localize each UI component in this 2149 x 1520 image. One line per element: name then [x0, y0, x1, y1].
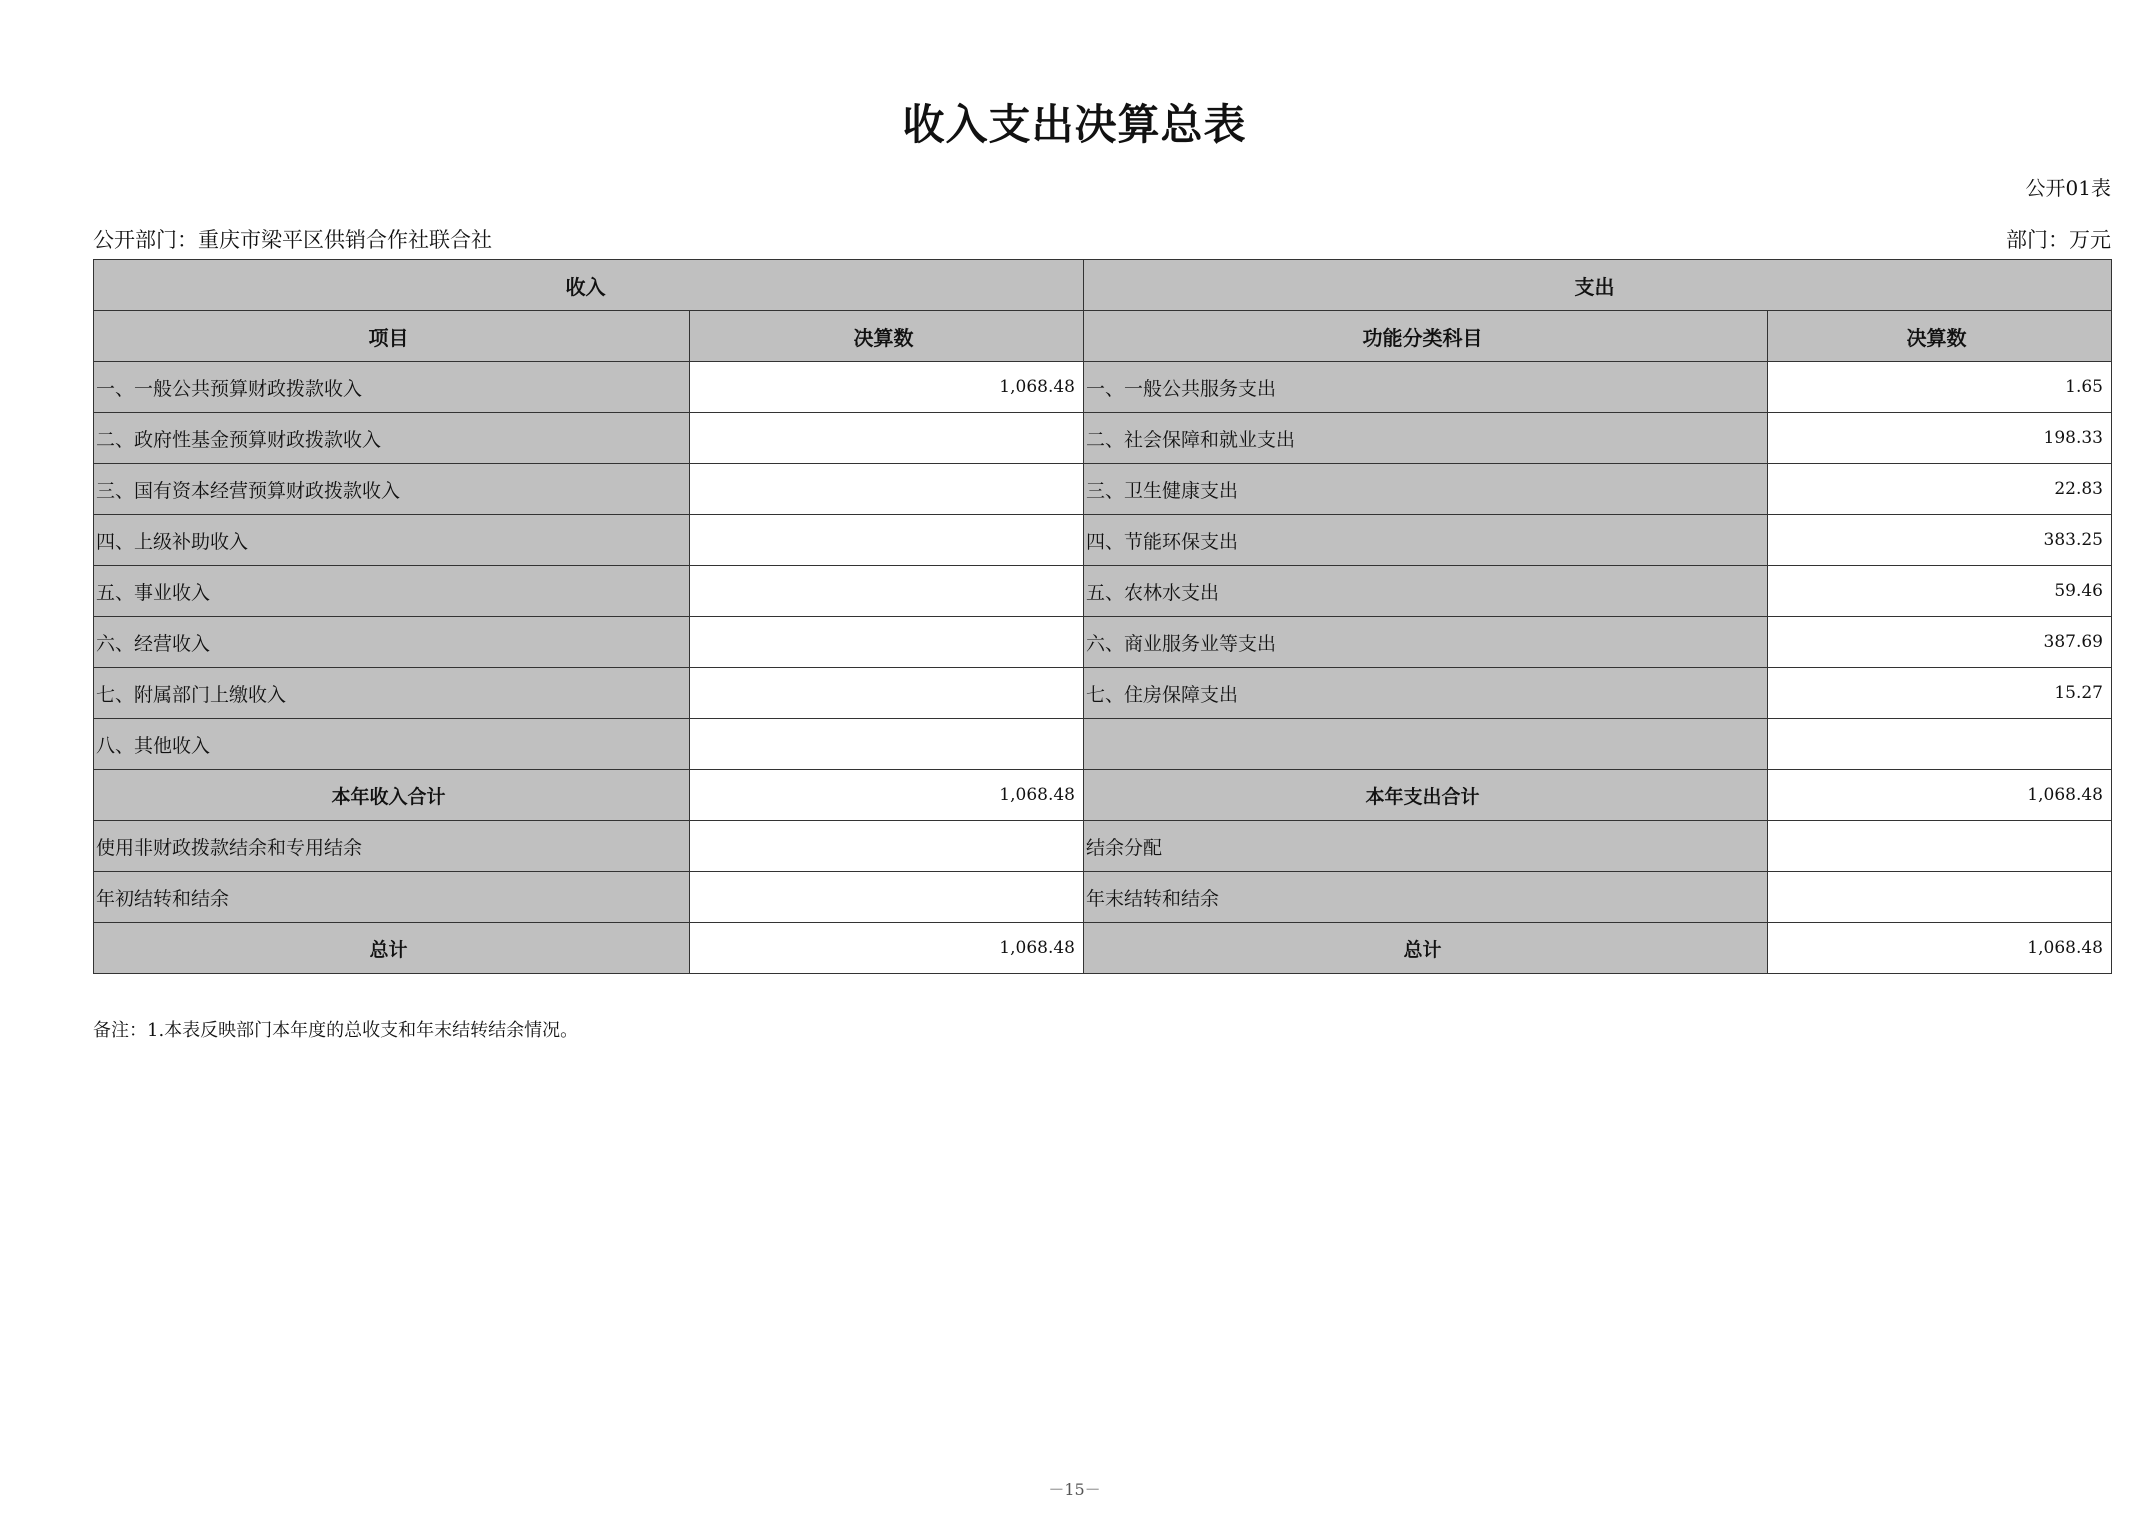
expense-value: 198.33	[1768, 413, 2112, 464]
income-item: 七、附属部门上缴收入	[94, 668, 690, 719]
income-value	[690, 617, 1084, 668]
table-number: 公开01表	[2025, 176, 2111, 200]
income-total-label: 总计	[94, 923, 690, 974]
income-value	[690, 515, 1084, 566]
table-row	[94, 668, 2112, 719]
expense-total-value: 1,068.48	[1768, 923, 2112, 974]
income-value	[690, 413, 1084, 464]
expense-value	[1768, 872, 2112, 923]
income-amount-header: 决算数	[690, 311, 1084, 362]
income-item: 三、国有资本经营预算财政拨款收入	[94, 464, 690, 515]
expense-subtotal-value: 1,068.48	[1768, 770, 2112, 821]
income-header: 收入	[94, 260, 1084, 311]
unit-label: 部门：万元	[2006, 228, 2111, 252]
subtotal-row	[94, 770, 2112, 821]
income-subtotal-label: 本年收入合计	[94, 770, 690, 821]
expense-item: 三、卫生健康支出	[1084, 464, 1768, 515]
expense-value: 59.46	[1768, 566, 2112, 617]
table-row	[94, 413, 2112, 464]
expense-value	[1768, 719, 2112, 770]
expense-item: 一、一般公共服务支出	[1084, 362, 1768, 413]
expense-value: 1.65	[1768, 362, 2112, 413]
expense-item: 结余分配	[1084, 821, 1768, 872]
expense-amount-header: 决算数	[1768, 311, 2112, 362]
page-number: －15－	[1048, 1480, 1101, 1499]
income-value	[690, 668, 1084, 719]
footnote: 备注：1.本表反映部门本年度的总收支和年末结转结余情况。	[93, 1020, 579, 1041]
table-row	[94, 719, 2112, 770]
table-row	[94, 872, 2112, 923]
table-row	[94, 515, 2112, 566]
table-row	[94, 464, 2112, 515]
grand-total-row	[94, 923, 2112, 974]
income-item: 一、一般公共预算财政拨款收入	[94, 362, 690, 413]
income-subtotal-value: 1,068.48	[690, 770, 1084, 821]
income-value	[690, 719, 1084, 770]
expense-item: 五、农林水支出	[1084, 566, 1768, 617]
income-item: 八、其他收入	[94, 719, 690, 770]
expense-item: 四、节能环保支出	[1084, 515, 1768, 566]
expense-item: 六、商业服务业等支出	[1084, 617, 1768, 668]
income-item: 年初结转和结余	[94, 872, 690, 923]
income-item: 使用非财政拨款结余和专用结余	[94, 821, 690, 872]
department-label: 公开部门：重庆市梁平区供销合作社联合社	[93, 228, 492, 252]
income-value	[690, 872, 1084, 923]
income-item: 六、经营收入	[94, 617, 690, 668]
income-expense-table	[93, 259, 2112, 974]
income-item: 四、上级补助收入	[94, 515, 690, 566]
income-value	[690, 566, 1084, 617]
income-value	[690, 821, 1084, 872]
table-row	[94, 362, 2112, 413]
income-item: 五、事业收入	[94, 566, 690, 617]
expense-item: 七、住房保障支出	[1084, 668, 1768, 719]
expense-value: 22.83	[1768, 464, 2112, 515]
expense-value: 383.25	[1768, 515, 2112, 566]
income-value	[690, 464, 1084, 515]
income-total-value: 1,068.48	[690, 923, 1084, 974]
expense-item: 二、社会保障和就业支出	[1084, 413, 1768, 464]
expense-value: 15.27	[1768, 668, 2112, 719]
expense-item: 年末结转和结余	[1084, 872, 1768, 923]
expense-header: 支出	[1084, 260, 2112, 311]
table-row	[94, 617, 2112, 668]
item-header: 项目	[94, 311, 690, 362]
expense-value	[1768, 821, 2112, 872]
table-row	[94, 566, 2112, 617]
table-row	[94, 821, 2112, 872]
function-item-header: 功能分类科目	[1084, 311, 1768, 362]
page-title: 收入支出决算总表	[902, 100, 1247, 149]
expense-total-label: 总计	[1084, 923, 1768, 974]
income-value: 1,068.48	[690, 362, 1084, 413]
expense-item	[1084, 719, 1768, 770]
expense-value: 387.69	[1768, 617, 2112, 668]
income-item: 二、政府性基金预算财政拨款收入	[94, 413, 690, 464]
expense-subtotal-label: 本年支出合计	[1084, 770, 1768, 821]
